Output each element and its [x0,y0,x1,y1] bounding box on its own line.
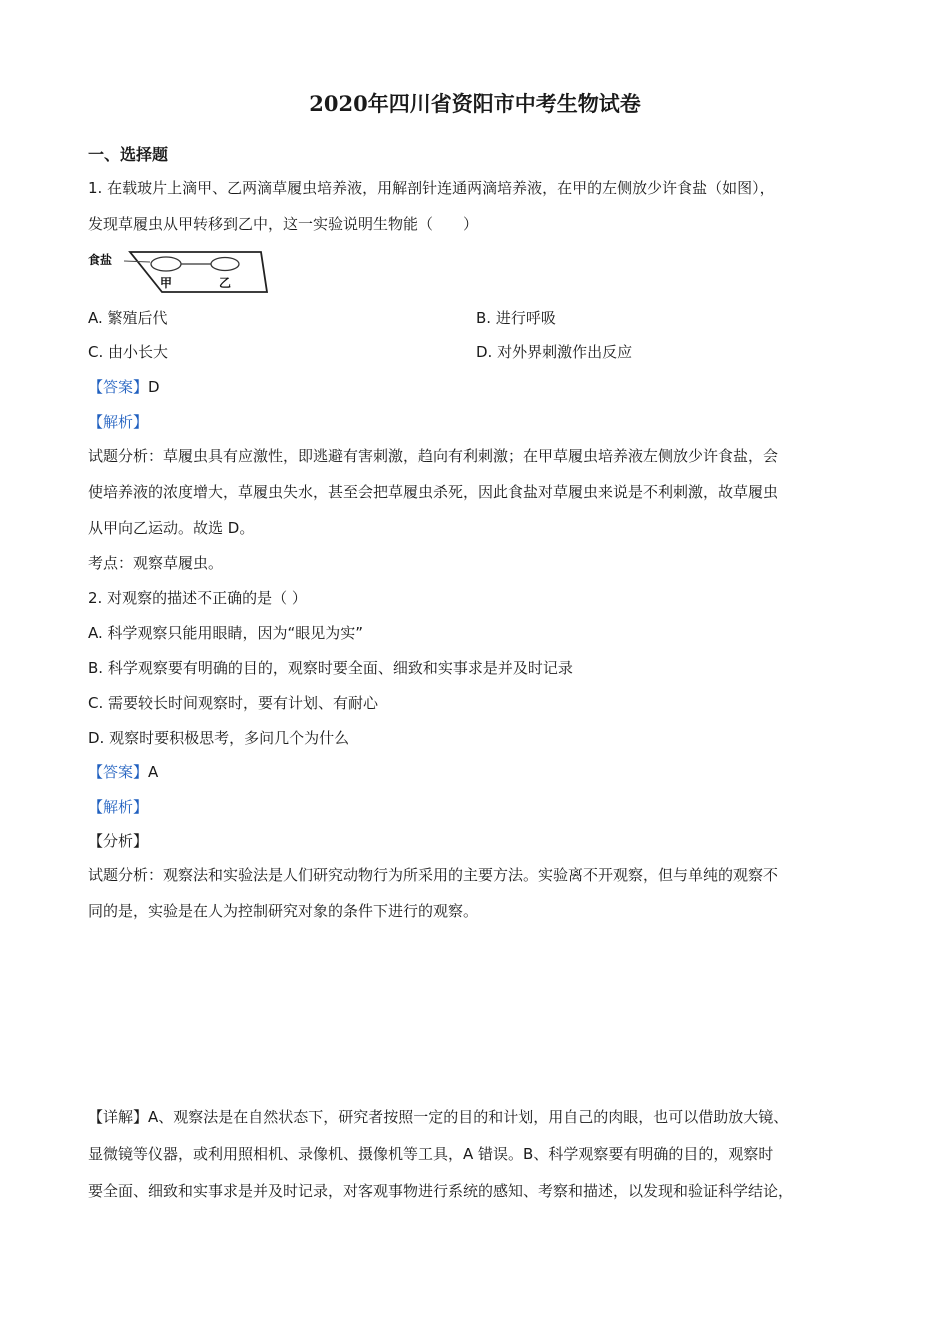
figure-label-salt: 食盐 [88,253,113,267]
q2-fenxi-tag: 【分析】 [88,832,149,850]
answer-value: A [148,763,159,781]
q2-option-b: B. 科学观察要有明确的目的，观察时要全面、细致和实事求是并及时记录 [88,659,573,677]
q2-analysis-tag: 【解析】 [88,798,149,816]
q1-option-c: C. 由小长大 [88,343,169,361]
q2-option-c: C. 需要较长时间观察时，要有计划、有耐心 [88,694,379,712]
answer-tag: 【答案】 [88,378,149,396]
q2-detail-line3: 要全面、细致和实事求是并及时记录，对客观事物进行系统的感知、考察和描述，以发现和验证科学结论， [88,1182,794,1200]
salt-pointer [124,261,150,262]
q1-analysis-line3: 从甲向乙运动。故选 D。 [88,519,255,537]
answer-tag: 【答案】 [88,763,149,781]
q1-analysis-line1: 试题分析：草履虫具有应激性，即逃避有害刺激，趋向有利刺激；在甲草履虫培养液左侧放少许食盐，会 [88,447,779,465]
q2-stem: 2. 对观察的描述不正确的是（ ） [88,589,307,607]
figure-label-yi: 乙 [219,276,232,290]
q1-stem-line1: 1. 在载玻片上滴甲、乙两滴草履虫培养液，用解剖针连通两滴培养液，在甲的左侧放少许食盐（如图）， [88,179,775,197]
q1-option-a: A. 繁殖后代 [88,309,168,327]
figure-label-jia: 甲 [160,276,173,290]
q1-analysis-line2: 使培养液的浓度增大，草履虫失水，甚至会把草履虫杀死，因此食盐对草履虫来说是不利刺激，故草履虫 [88,483,779,501]
q2-detail-line1: 【详解】A、观察法是在自然状态下，研究者按照一定的目的和计划，用自己的肉眼，也可以借助放大镜、 [88,1108,789,1126]
page-title: 2020年四川省资阳市中考生物试卷 [309,91,641,116]
section-heading: 一、选择题 [88,145,169,164]
q2-option-a: A. 科学观察只能用眼睛，因为“眼见为实” [88,624,364,642]
drop-yi [211,258,239,271]
q1-option-d: D. 对外界刺激作出反应 [476,343,633,361]
answer-value: D [148,378,160,396]
q2-option-d: D. 观察时要积极思考，多问几个为什么 [88,729,350,747]
q1-option-b: B. 进行呼吸 [476,309,556,327]
paramecium-slide-figure [86,246,271,296]
slide-shape [130,252,267,292]
q2-analysis-line2: 同的是，实验是在人为控制研究对象的条件下进行的观察。 [88,902,479,920]
q1-answer [88,377,160,397]
q2-answer [88,762,158,782]
q1-exam-point: 考点：观察草履虫。 [88,554,224,572]
q2-detail-line2: 显微镜等仪器，或利用照相机、录像机、摄像机等工具，A 错误。B、科学观察要有明确的目的，观察时 [88,1145,774,1163]
q2-analysis-line1: 试题分析：观察法和实验法是人们研究动物行为所采用的主要方法。实验离不开观察，但与单纯的观察不 [88,866,779,884]
q1-stem-line2: 发现草履虫从甲转移到乙中，这一实验说明生物能（ ） [88,215,479,233]
drop-jia [151,257,181,271]
q1-analysis-tag: 【解析】 [88,413,149,431]
